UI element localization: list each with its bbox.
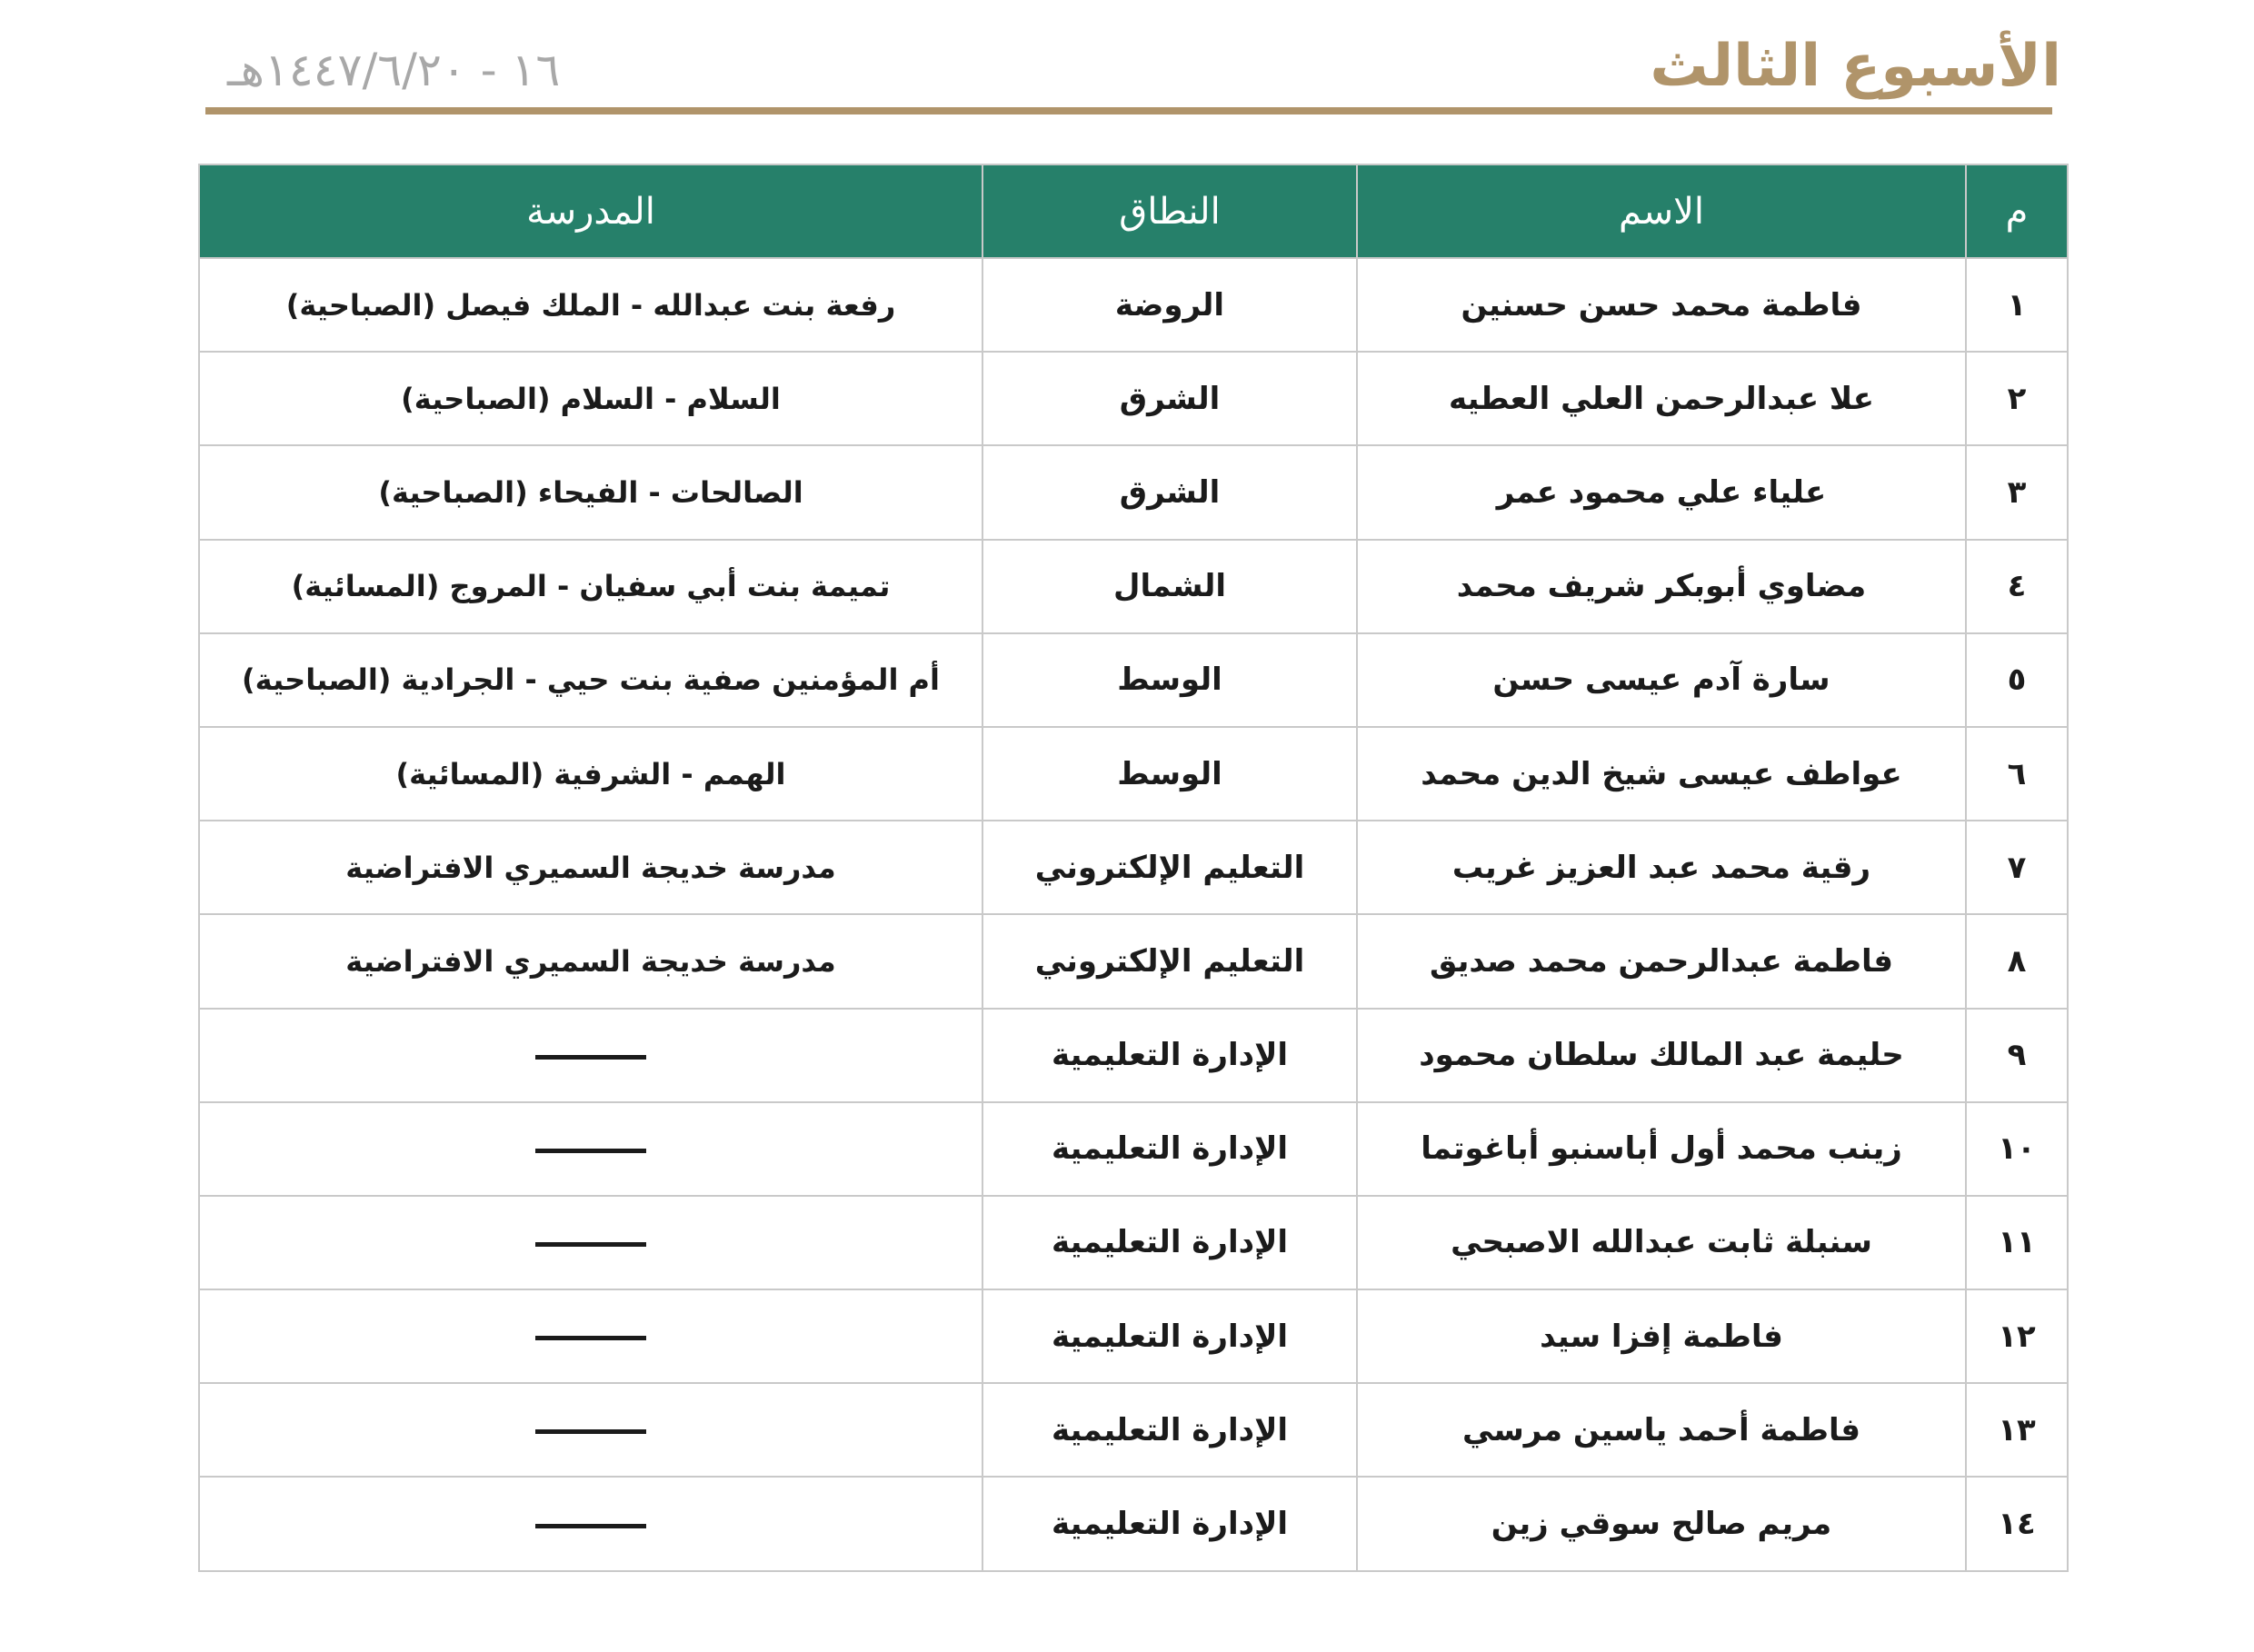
column-header-region: النطاق (982, 164, 1357, 258)
cell-number: ٧ (1966, 821, 2068, 914)
table-row (199, 445, 2068, 539)
table-row (199, 1009, 2068, 1102)
table-header-row (199, 164, 2068, 258)
empty-value-dash (535, 1055, 646, 1060)
table-row (199, 821, 2068, 914)
cell-number: ١٢ (1966, 1289, 2068, 1383)
cell-name: فاطمة إفزا سيد (1357, 1289, 1966, 1383)
column-header-school: المدرسة (199, 164, 982, 258)
table-row (199, 727, 2068, 821)
cell-name: مضاوي أبوبكر شريف محمد (1357, 540, 1966, 633)
table-row (199, 258, 2068, 352)
cell-school: الهمم - الشرفية (المسائية) (199, 727, 982, 821)
table-row (199, 540, 2068, 633)
cell-region: الإدارة التعليمية (982, 1009, 1357, 1102)
cell-school (199, 1383, 982, 1477)
hijri-date-range: ١٦ - ١٤٤٧/٦/٢٠هـ (227, 44, 561, 96)
cell-name: عواطف عيسى شيخ الدين محمد (1357, 727, 1966, 821)
empty-value-dash (535, 1242, 646, 1247)
cell-school: رفعة بنت عبدالله - الملك فيصل (الصباحية) (199, 258, 982, 352)
cell-name: علا عبدالرحمن العلي العطيه (1357, 352, 1966, 445)
cell-number: ٤ (1966, 540, 2068, 633)
cell-school: أم المؤمنين صفية بنت حيي - الجرادية (الصباحية) (199, 633, 982, 727)
cell-school: الصالحات - الفيحاء (الصباحية) (199, 445, 982, 539)
cell-region: الروضة (982, 258, 1357, 352)
cell-number: ٦ (1966, 727, 2068, 821)
table-row (199, 1477, 2068, 1570)
cell-name: علياء علي محمود عمر (1357, 445, 1966, 539)
table-row (199, 633, 2068, 727)
cell-name: فاطمة عبدالرحمن محمد صديق (1357, 914, 1966, 1008)
cell-region: الإدارة التعليمية (982, 1289, 1357, 1383)
cell-name: فاطمة أحمد ياسين مرسي (1357, 1383, 1966, 1477)
cell-name: حليمة عبد المالك سلطان محمود (1357, 1009, 1966, 1102)
cell-region: الإدارة التعليمية (982, 1477, 1357, 1570)
empty-value-dash (535, 1336, 646, 1340)
cell-name: مريم صالح سوقي زين (1357, 1477, 1966, 1570)
cell-school: السلام - السلام (الصباحية) (199, 352, 982, 445)
header-divider (205, 107, 2052, 114)
cell-school (199, 1009, 982, 1102)
column-header-name: الاسم (1357, 164, 1966, 258)
table-row (199, 1289, 2068, 1383)
cell-school (199, 1196, 982, 1289)
empty-value-dash (535, 1524, 646, 1528)
empty-value-dash (535, 1429, 646, 1434)
cell-name: سنبلة ثابت عبدالله الاصبحي (1357, 1196, 1966, 1289)
cell-school (199, 1289, 982, 1383)
column-header-number: م (1966, 164, 2068, 258)
cell-school (199, 1102, 982, 1196)
cell-region: الإدارة التعليمية (982, 1196, 1357, 1289)
table-row (199, 352, 2068, 445)
cell-number: ٨ (1966, 914, 2068, 1008)
cell-region: الشرق (982, 352, 1357, 445)
cell-region: التعليم الإلكتروني (982, 821, 1357, 914)
cell-region: الإدارة التعليمية (982, 1102, 1357, 1196)
table-row (199, 1383, 2068, 1477)
table-body (199, 258, 2068, 1571)
cell-name: رقية محمد عبد العزيز غريب (1357, 821, 1966, 914)
table-row (199, 1196, 2068, 1289)
cell-number: ٩ (1966, 1009, 2068, 1102)
table-row (199, 914, 2068, 1008)
cell-region: الإدارة التعليمية (982, 1383, 1357, 1477)
cell-region: الوسط (982, 633, 1357, 727)
cell-school: تميمة بنت أبي سفيان - المروج (المسائية) (199, 540, 982, 633)
cell-number: ٢ (1966, 352, 2068, 445)
page-title: الأسبوع الثالث (1650, 33, 2061, 100)
cell-name: زينب محمد أول أباسنبو أباغوتما (1357, 1102, 1966, 1196)
cell-number: ١٠ (1966, 1102, 2068, 1196)
cell-school (199, 1477, 982, 1570)
staff-roster-table (198, 164, 2069, 1572)
empty-value-dash (535, 1149, 646, 1153)
cell-number: ١١ (1966, 1196, 2068, 1289)
cell-region: الوسط (982, 727, 1357, 821)
cell-name: سارة آدم عيسى حسن (1357, 633, 1966, 727)
cell-number: ١٣ (1966, 1383, 2068, 1477)
cell-school: مدرسة خديجة السميري الافتراضية (199, 821, 982, 914)
cell-number: ١٤ (1966, 1477, 2068, 1570)
cell-name: فاطمة محمد حسن حسنين (1357, 258, 1966, 352)
cell-region: الشمال (982, 540, 1357, 633)
cell-number: ٥ (1966, 633, 2068, 727)
table-row (199, 1102, 2068, 1196)
cell-school: مدرسة خديجة السميري الافتراضية (199, 914, 982, 1008)
cell-region: الشرق (982, 445, 1357, 539)
cell-region: التعليم الإلكتروني (982, 914, 1357, 1008)
cell-number: ٣ (1966, 445, 2068, 539)
cell-number: ١ (1966, 258, 2068, 352)
